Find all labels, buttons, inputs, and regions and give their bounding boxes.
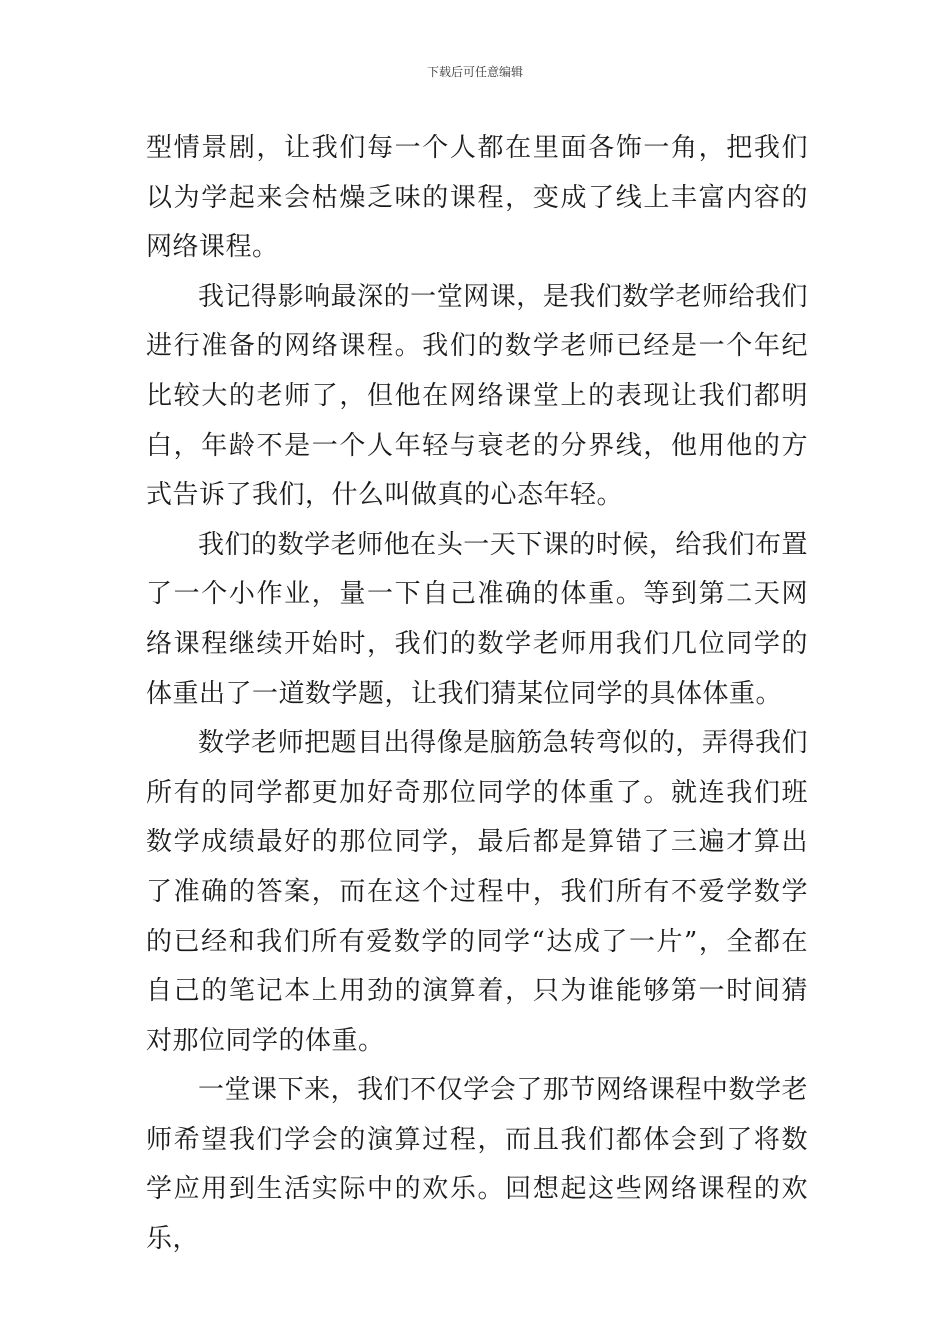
paragraph-conclusion: 一堂课下来，我们不仅学会了那节网络课程中数学老师希望我们学会的演算过程，而且我们都体会到了将数学应用到生活实际中的欢乐。回想起这些网络课程的欢乐， bbox=[146, 1075, 808, 1255]
paragraph-math-class-memory: 我记得影响最深的一堂网课，是我们数学老师给我们进行准备的网络课程。我们的数学老师已经是一个年纪比较大的老师了，但他在网络课堂上的表现让我们都明白，年龄不是一个人年轻与衰老的分界线，他用他的方式告诉了我们，什么叫做真的心态年轻。 bbox=[146, 281, 808, 511]
paragraph-homework-weight: 我们的数学老师他在头一天下课的时候，给我们布置了一个小作业，量一下自己准确的体重。等到第二天网络课程继续开始时，我们的数学老师用我们几位同学的体重出了一道数学题，让我们猜某位同学的具体体重。 bbox=[146, 529, 808, 709]
page-header: 下载后可任意编辑 bbox=[426, 65, 523, 79]
paragraph-continuation: 型情景剧，让我们每一个人都在里面各饰一角，把我们以为学起来会枯燥乏味的课程，变成了线上丰富内容的网络课程。 bbox=[146, 133, 808, 263]
paragraph-puzzle-solving: 数学老师把题目出得像是脑筋急转弯似的，弄得我们所有的同学都更加好奇那位同学的体重了。就连我们班数学成绩最好的那位同学，最后都是算错了三遍才算出了准确的答案，而在这个过程中，我们所有不爱学数学的已经和我们所有爱数学的同学“达成了一片”，全都在自己的笔记本上用劲的演算着，只为谁能够第一时间猜对那位同学的体重。 bbox=[146, 728, 808, 1056]
document-body bbox=[146, 124, 808, 1265]
